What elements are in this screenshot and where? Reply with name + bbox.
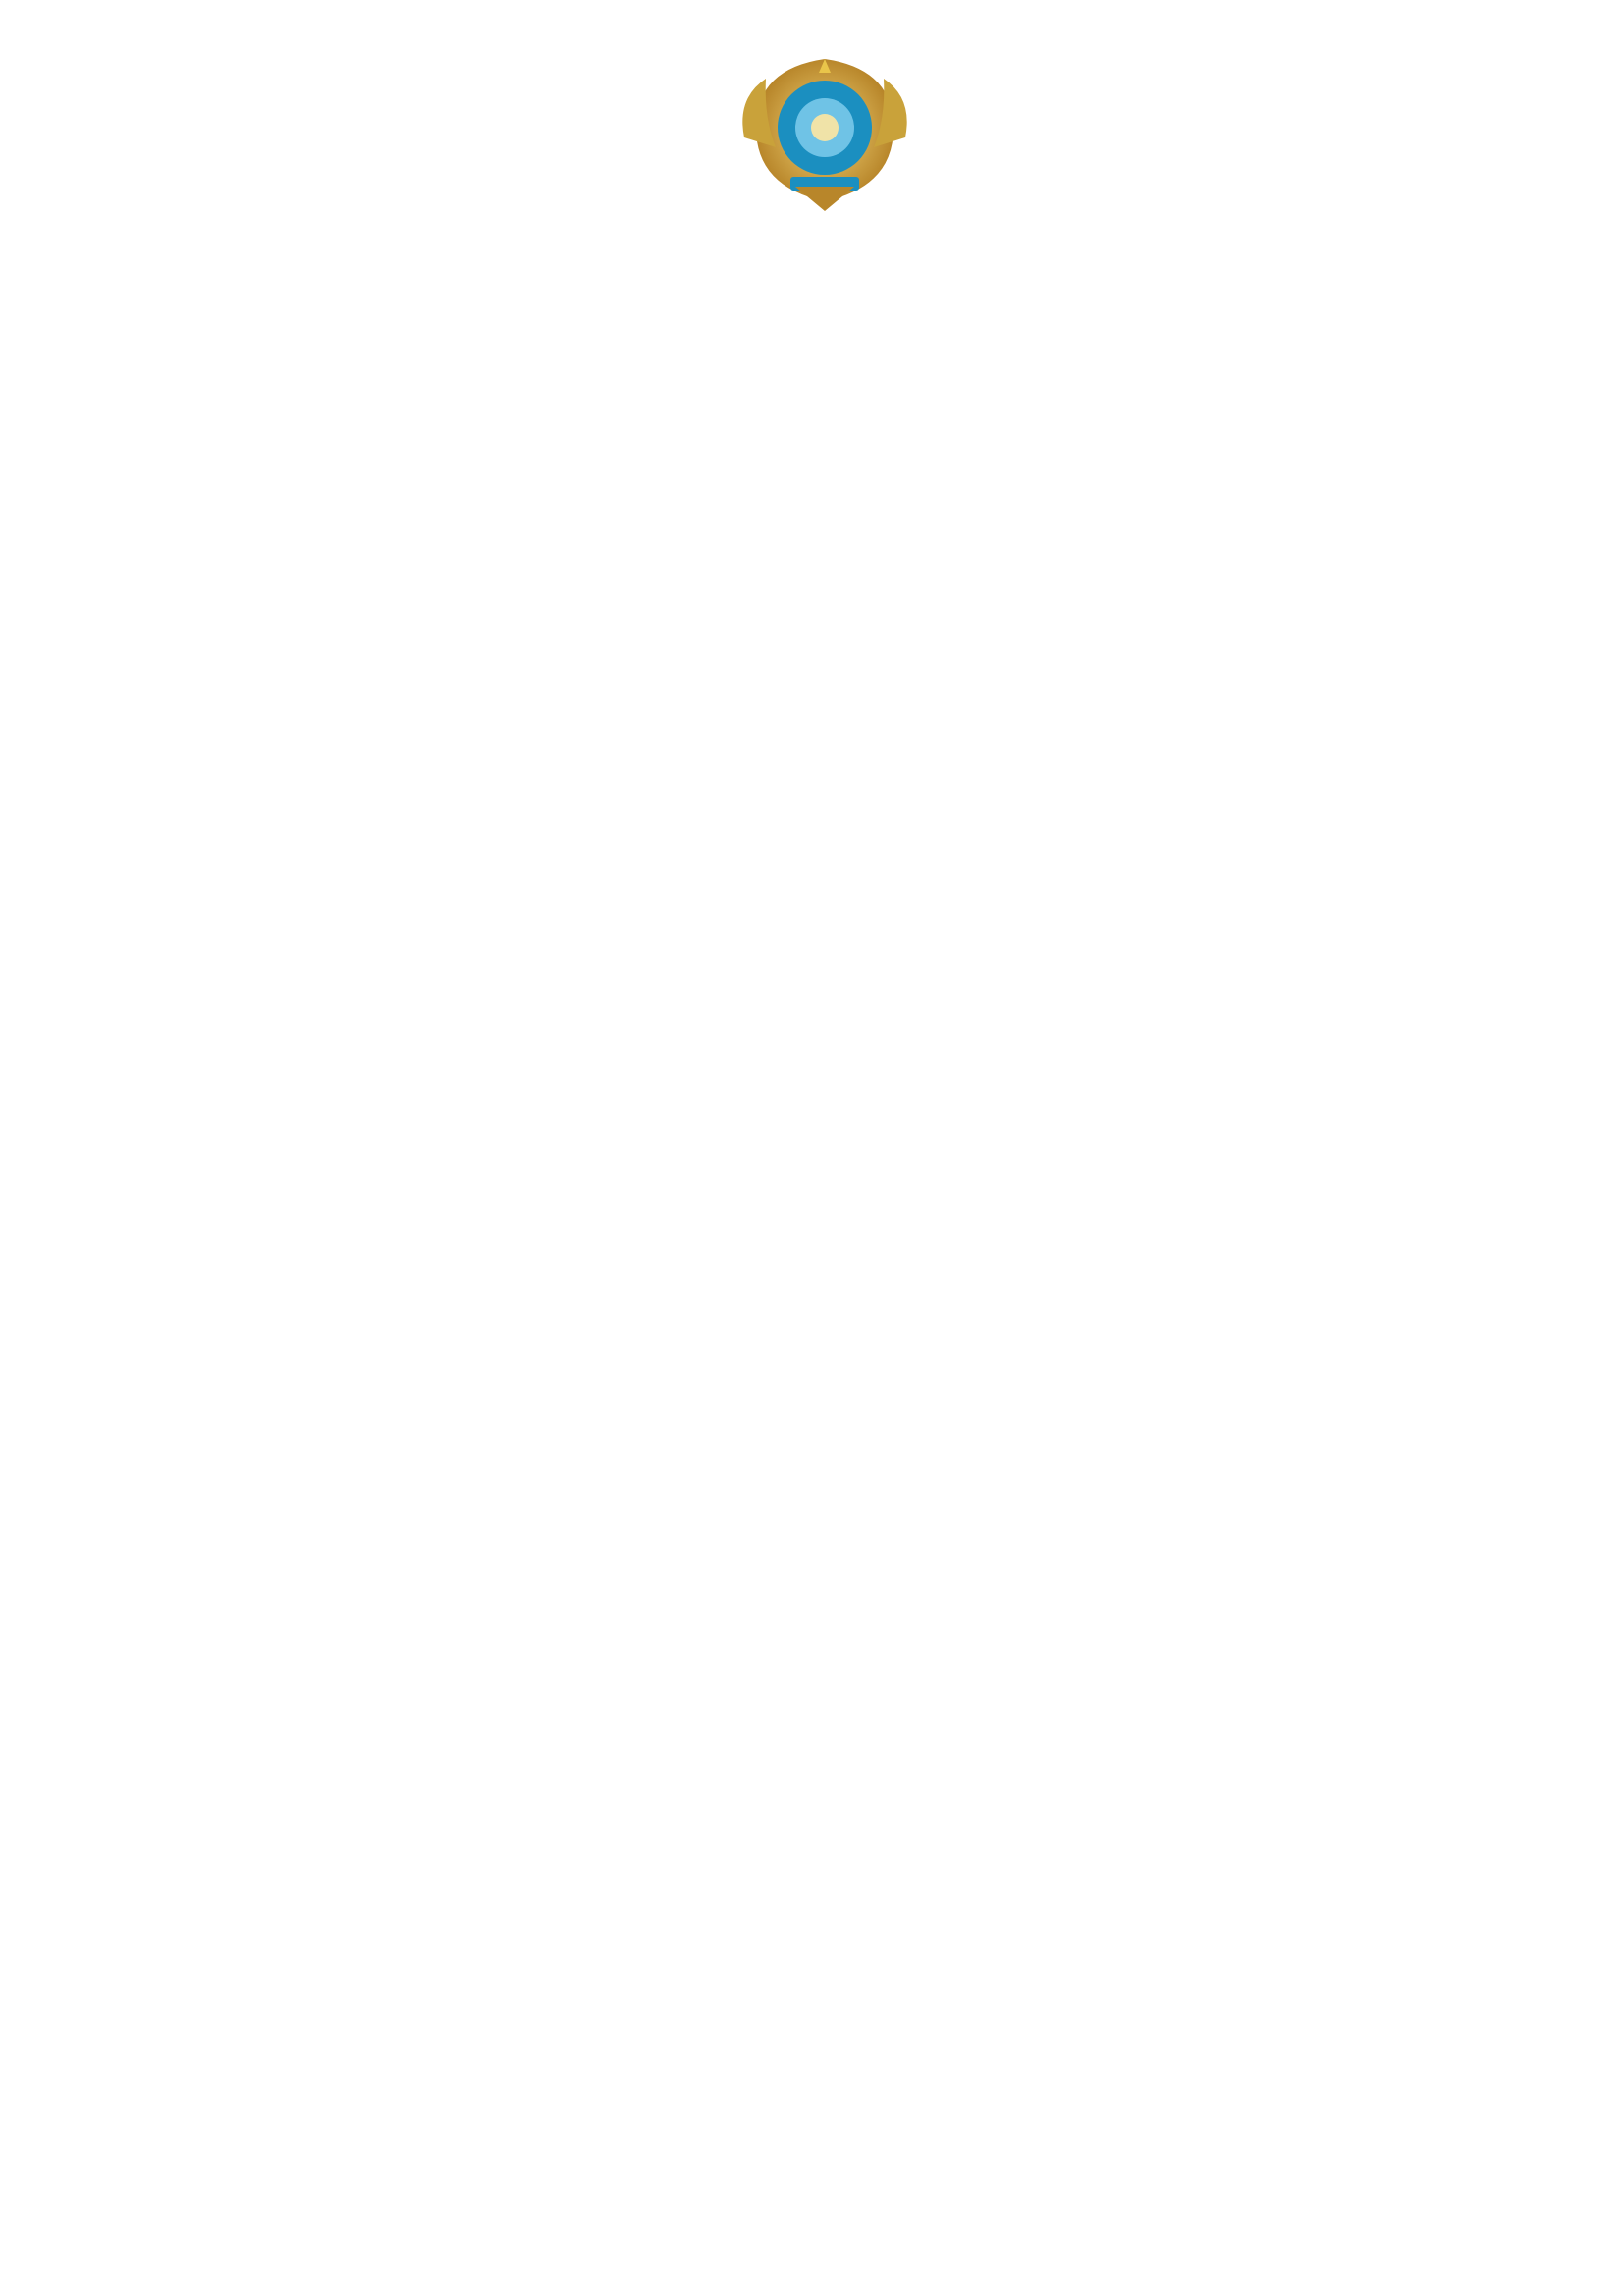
- qr-code: [1041, 1931, 1326, 2215]
- qr-code: [98, 1931, 383, 2215]
- conditions-block: [526, 874, 1528, 888]
- qr-code: [727, 1931, 1011, 2215]
- licensor-block: [526, 1027, 1528, 1041]
- qr-code-top: [1522, 75, 1624, 192]
- qr-code: [412, 1931, 697, 2215]
- qr-code: [1355, 1931, 1624, 2215]
- state-emblem-icon: [736, 39, 913, 216]
- activity-block: [526, 735, 1528, 748]
- issued-block: [526, 489, 1528, 505]
- qr-code-row: [98, 1931, 1624, 2215]
- head-block: [526, 1182, 1528, 1196]
